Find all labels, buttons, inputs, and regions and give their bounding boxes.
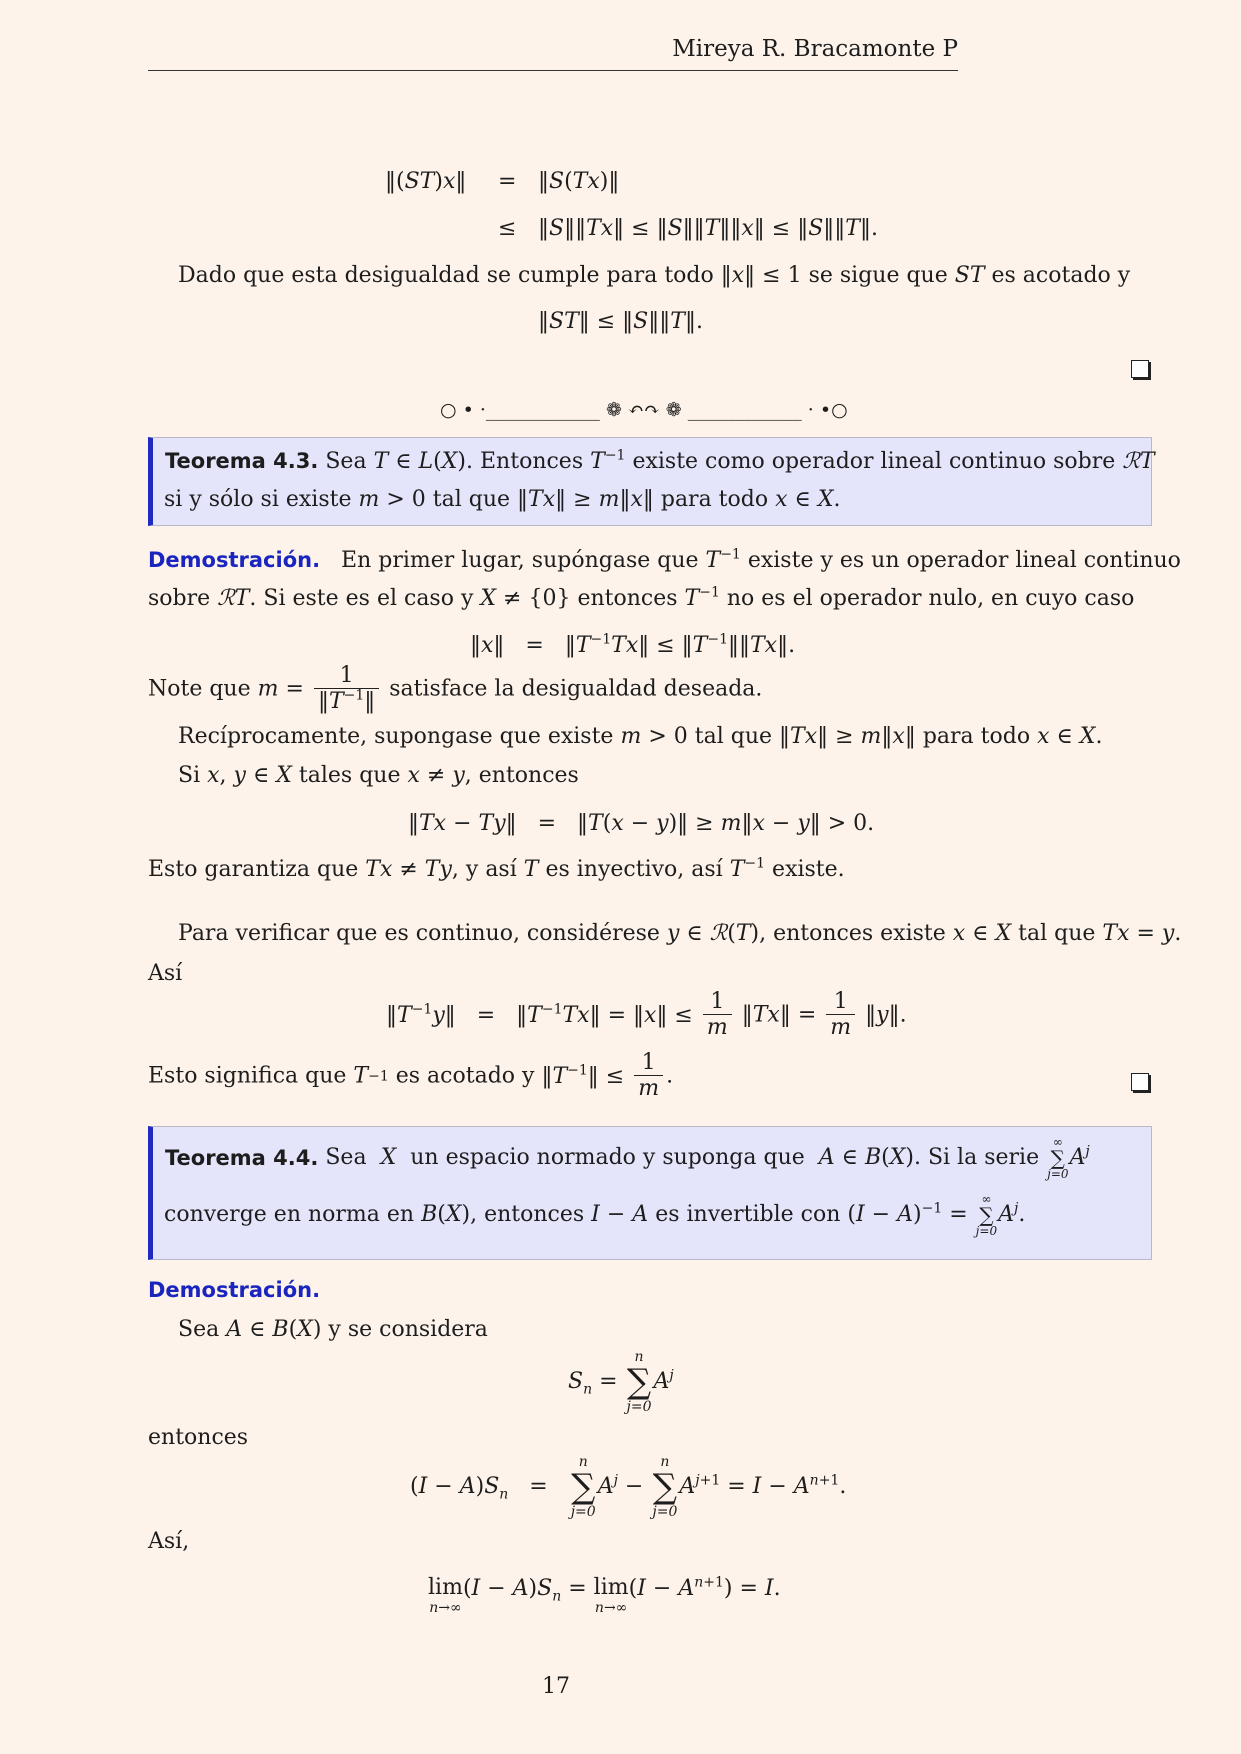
equation-norm-x: ‖x‖ = $‖T^{-1}Tx‖$ ≤ $‖T^{-1}‖‖Tx‖$. [470, 631, 796, 658]
page-number: 17 [542, 1674, 570, 1699]
equation-eq-sign: = [498, 169, 517, 194]
paragraph-p1: Dado que esta desigualdad se cumple para todo ‖x‖ ≤ 1 se sigue que ST es acotado y [178, 263, 1131, 288]
theorem-4-4-line1: Teorema 4.4. Sea X un espacio normado y suponga que A ∈ B(X). Si la serie ∞ ∑ j=0 $A^j$ [165, 1135, 1090, 1181]
proof-1-label: Demostración. [148, 548, 321, 572]
proof-1-line1: Demostración. En primer lugar, supóngase que $T^{-1}$ existe y es un operador lineal continuo [148, 546, 1181, 573]
header-author: Mireya R. Bracamonte P [672, 36, 958, 62]
proof-1-line6: Esto garantiza que Tx ≠ Ty, y así T es inyectivo, así $T^{-1}$ existe. [148, 855, 845, 882]
equation-st-rhs1: ‖S(Tx)‖ [538, 169, 620, 194]
equation-le-sign: ≤ [498, 216, 517, 241]
proof-1-line7: Para verificar que es continuo, considérese y ∈ ℛ(T), entonces existe x ∈ X tal que Tx = y. [178, 921, 1182, 946]
ornament-divider: ○ • ·____________ ❁ ↶↷ ❁ ____________ · •○ [440, 399, 848, 421]
proof-2-asi: Así, [148, 1529, 190, 1554]
proof-1-conclusion: Esto significa que T−1 es acotado y $‖T^{-1}‖$ ≤ $\frac{1}{m}$ . [148, 1050, 674, 1101]
equation-st-line1: ‖(ST)x‖ [385, 169, 467, 194]
proof-1-note: Note que m = $\frac{1}{‖T^{-1}‖}$ satisface la desigualdad deseada. [148, 663, 763, 714]
equation-st-rhs2: ‖S‖‖Tx‖ ≤ ‖S‖‖T‖‖x‖ ≤ ‖S‖‖T‖. [538, 216, 878, 241]
proof-2-line1: Sea A ∈ B(X) y se considera [178, 1317, 488, 1342]
equation-injective: ‖Tx − Ty‖ = ‖T(x − y)‖ ≥ m‖x − y‖ > 0. [408, 811, 875, 836]
qed-box-2 [1131, 1073, 1149, 1091]
proof-1-line4: Recíprocamente, supongase que existe m > 0 tal que ‖Tx‖ ≥ m‖x‖ para todo x ∈ X. [178, 724, 1103, 749]
header-rule [148, 70, 958, 71]
proof-1-line2: sobre ℛT. Si este es el caso y X ≠ {0} entonces $T^{-1}$ no es el operador nulo, en cuyo caso [148, 584, 1135, 611]
equation-st-bound: ‖ST‖ ≤ ‖S‖‖T‖. [538, 309, 703, 334]
equation-tinv-y: $‖T^{-1}y‖$ = $‖T^{-1}Tx‖$ = ‖x‖ ≤ $\frac{1}{m}$ ‖Tx‖ = $\frac{1}{m}$ ‖y‖. [386, 989, 907, 1040]
qed-box-1 [1131, 360, 1149, 378]
proof-1-line5: Si x, y ∈ X tales que x ≠ y, entonces [178, 763, 579, 788]
theorem-4-3-line2: si y sólo si existe m > 0 tal que ‖Tx‖ ≥ m‖x‖ para todo x ∈ X. [164, 487, 841, 512]
fraction-one-over-norm-tinv: $\frac{1}{‖T^{-1}‖}$ [314, 664, 379, 715]
proof-1-asi: Así [148, 961, 183, 986]
equation-telescoping: $(I - A)S_n$ = n ∑ j=0 $A^j$ − n ∑ j=0 $A^{j+1} = I - A^{n+1}$. [410, 1454, 847, 1520]
theorem-4-3-title: Teorema 4.3. [165, 449, 319, 473]
theorem-4-4-title: Teorema 4.4. [165, 1146, 319, 1170]
theorem-4-4-line2: converge en norma en B(X), entonces I − A es invertible con $(I - A)^{-1}$ = ∞ ∑ j=0 $A^j$. [164, 1192, 1026, 1238]
proof-2-entonces: entonces [148, 1425, 249, 1450]
equation-sn-def: $S_n$ = n ∑ j=0 $A^j$ [568, 1349, 674, 1415]
theorem-4-3-line1: Teorema 4.3. Sea T ∈ L(X). Entonces $T^{-1}$ existe como operador lineal continuo sobre ℛT [165, 447, 1155, 474]
proof-2-label: Demostración. [148, 1278, 321, 1302]
equation-limit: lim n→∞ $(I - A)S_n$ = lim n→∞ $(I - A^{n+1}) = I$. [428, 1574, 781, 1616]
